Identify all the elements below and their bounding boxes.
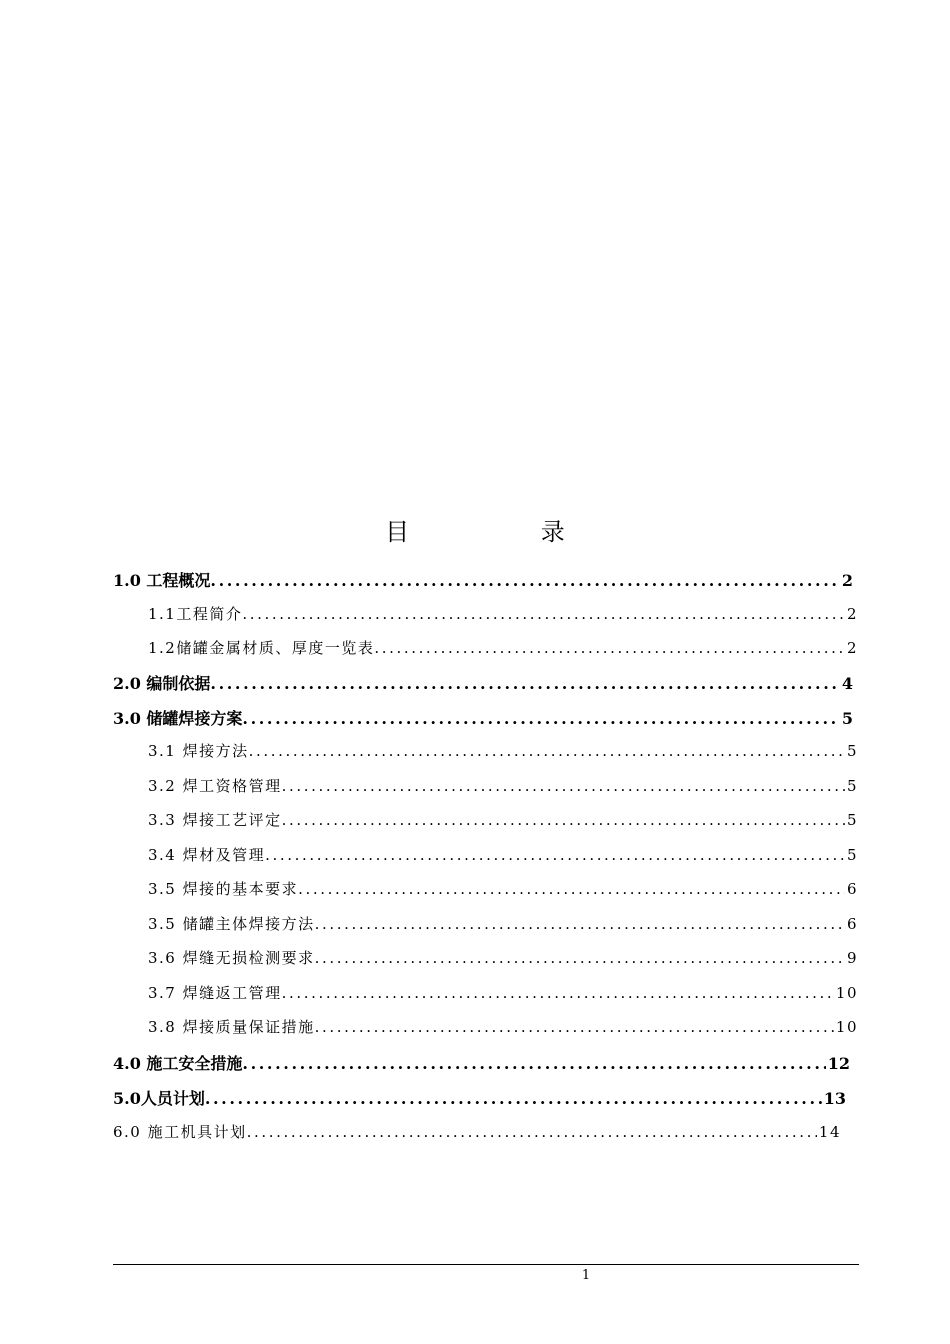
toc-entry-3-6[interactable]: [148, 947, 858, 968]
toc-entry-page: 2: [846, 605, 858, 623]
toc-entry-label: 1.1工程简介: [148, 605, 243, 623]
toc-entry-3-4[interactable]: [148, 844, 858, 865]
toc-entry-page: 4: [841, 674, 853, 693]
toc-entry-label: 3.7 焊缝返工管理: [148, 984, 282, 1002]
toc-entry-page: 6: [846, 880, 858, 898]
leader-dots: [242, 709, 839, 728]
toc-entry-page: 5: [846, 846, 858, 864]
toc-entry-page: 9: [846, 949, 858, 967]
toc-entry-label: 2.0 编制依据: [113, 674, 211, 693]
leader-dots: [374, 639, 845, 657]
toc-entry-3-0[interactable]: [113, 706, 853, 729]
leader-dots: [315, 915, 845, 933]
leader-dots: [282, 984, 834, 1002]
toc-entry-3-5b[interactable]: [148, 913, 858, 934]
leader-dots: [265, 846, 845, 864]
toc-entry-label: 6.0 施工机具计划: [113, 1123, 247, 1141]
toc-entry-label: 1.2储罐金属材质、厚度一览表: [148, 639, 375, 657]
toc-entry-page: 10: [835, 1018, 858, 1036]
toc-entry-page: 2: [841, 571, 853, 590]
toc-entry-page: 14: [818, 1123, 841, 1141]
leader-dots: [315, 949, 845, 967]
toc-entry-label: 3.0 储罐焊接方案: [113, 709, 243, 728]
toc-entry-label: 4.0 施工安全措施: [113, 1054, 243, 1073]
toc-entry-page: 6: [846, 915, 858, 933]
toc-entry-label: 3.8 焊接质量保证措施: [148, 1018, 315, 1036]
toc-entry-label: 3.5 焊接的基本要求: [148, 880, 299, 898]
toc-entry-1-1[interactable]: [148, 603, 858, 624]
toc-entry-page: 5: [841, 709, 853, 728]
toc-entry-3-7[interactable]: [148, 982, 858, 1003]
toc-entry-page: 5: [846, 811, 858, 829]
page-number: 1: [581, 1268, 591, 1283]
toc-entry-label: 5.0人员计划: [113, 1089, 205, 1108]
leader-dots: [298, 880, 845, 898]
toc-entry-6-0[interactable]: [113, 1121, 841, 1142]
toc-entry-3-8[interactable]: [148, 1016, 858, 1037]
toc-entry-label: 3.4 焊材及管理: [148, 846, 266, 864]
toc-entry-3-3[interactable]: [148, 809, 858, 830]
leader-dots: [282, 811, 845, 829]
toc-entry-page: 2: [846, 639, 858, 657]
toc-entry-3-1[interactable]: [148, 740, 858, 761]
toc-title: 目 录: [385, 518, 627, 546]
toc-entry-page: 13: [823, 1089, 846, 1108]
toc-entry-1-2[interactable]: [148, 637, 858, 658]
toc-entry-label: 1.0 工程概况: [113, 571, 211, 590]
leader-dots: [247, 1123, 817, 1141]
leader-dots: [242, 1054, 825, 1073]
toc-entry-label: 3.3 焊接工艺评定: [148, 811, 282, 829]
leader-dots: [249, 742, 845, 760]
toc-entry-page: 5: [846, 777, 858, 795]
leader-dots: [205, 1089, 822, 1108]
toc-entry-page: 10: [835, 984, 858, 1002]
toc-entry-page: 5: [846, 742, 858, 760]
toc-entry-label: 3.5 储罐主体焊接方法: [148, 915, 315, 933]
toc-entry-4-0[interactable]: [113, 1051, 850, 1074]
toc-entry-page: 12: [827, 1054, 850, 1073]
toc-entry-3-5a[interactable]: [148, 878, 858, 899]
toc-entry-label: 3.2 焊工资格管理: [148, 777, 282, 795]
toc-entry-label: 3.6 焊缝无损检测要求: [148, 949, 315, 967]
leader-dots: [210, 571, 839, 590]
footer-divider: [113, 1264, 859, 1265]
leader-dots: [282, 777, 845, 795]
toc-entry-2-0[interactable]: [113, 671, 853, 694]
leader-dots: [210, 674, 839, 693]
leader-dots: [242, 605, 845, 623]
toc-entry-1-0[interactable]: [113, 568, 853, 591]
toc-entry-label: 3.1 焊接方法: [148, 742, 249, 760]
toc-entry-3-2[interactable]: [148, 775, 858, 796]
toc-entry-5-0[interactable]: [113, 1086, 846, 1109]
leader-dots: [315, 1018, 834, 1036]
